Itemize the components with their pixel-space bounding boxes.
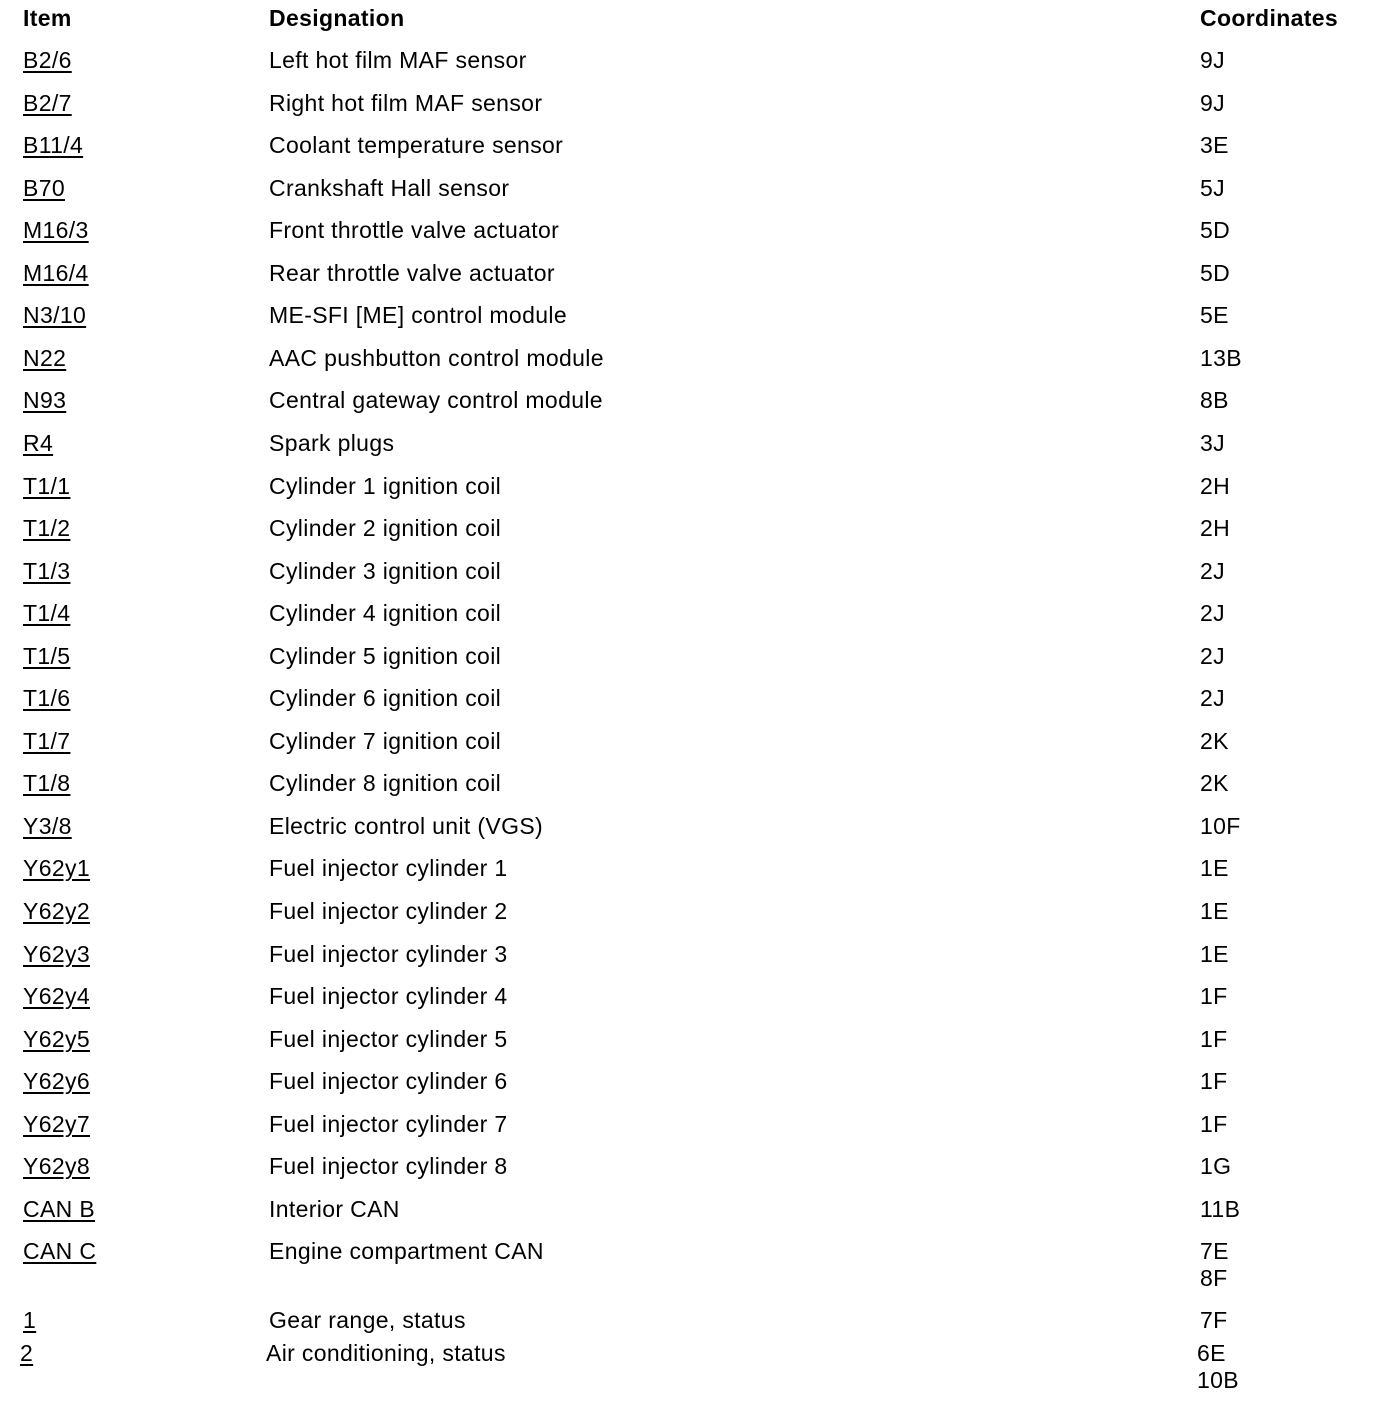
item-link[interactable]: Y62y6 xyxy=(23,1068,90,1094)
item-link[interactable]: Y62y7 xyxy=(23,1111,90,1137)
coordinate-text: 3E xyxy=(1200,132,1229,158)
coordinate-text: 5D xyxy=(1200,217,1231,243)
designation-text: Fuel injector cylinder 7 xyxy=(269,1111,508,1137)
designation-text: Spark plugs xyxy=(269,430,395,456)
designation-text: Fuel injector cylinder 5 xyxy=(269,1026,508,1052)
designation-text: Left hot film MAF sensor xyxy=(269,47,527,73)
item-link[interactable]: T1/3 xyxy=(23,558,71,584)
item-link[interactable]: Y62y8 xyxy=(23,1153,90,1179)
item-link[interactable]: CAN B xyxy=(23,1196,96,1222)
coordinate-text: 5D xyxy=(1200,260,1231,286)
designation-text: Cylinder 7 ignition coil xyxy=(269,728,502,754)
item-link[interactable]: Y62y3 xyxy=(23,941,90,967)
designation-text: Front throttle valve actuator xyxy=(269,217,560,243)
coordinate-text: 5E xyxy=(1200,302,1229,328)
item-link[interactable]: Y62y5 xyxy=(23,1026,90,1052)
coordinate-text: 2J xyxy=(1200,600,1225,626)
coordinate-text: 7F xyxy=(1200,1307,1228,1333)
designation-text: Interior CAN xyxy=(269,1196,400,1222)
coordinate-text-secondary: 8F xyxy=(1200,1265,1228,1291)
coordinate-text: 11B xyxy=(1200,1196,1241,1222)
coordinate-text: 1E xyxy=(1200,855,1229,881)
item-link[interactable]: B11/4 xyxy=(23,132,84,158)
designation-text: Rear throttle valve actuator xyxy=(269,260,555,286)
designation-text: Fuel injector cylinder 8 xyxy=(269,1153,508,1179)
item-link[interactable]: T1/2 xyxy=(23,515,71,541)
coordinate-text: 2H xyxy=(1200,515,1231,541)
designation-text: Fuel injector cylinder 3 xyxy=(269,941,508,967)
coordinate-text: 2K xyxy=(1200,770,1229,796)
designation-text: Fuel injector cylinder 2 xyxy=(269,898,508,924)
item-link[interactable]: Y3/8 xyxy=(23,813,72,839)
item-link[interactable]: N22 xyxy=(23,345,67,371)
designation-text: Cylinder 3 ignition coil xyxy=(269,558,502,584)
designation-text: Engine compartment CAN xyxy=(269,1238,544,1264)
designation-text: AAC pushbutton control module xyxy=(269,345,604,371)
coordinate-text: 1G xyxy=(1200,1153,1232,1179)
header-coordinates: Coordinates xyxy=(1200,5,1339,31)
item-link[interactable]: N93 xyxy=(23,387,67,413)
coordinate-text: 2K xyxy=(1200,728,1229,754)
coordinate-text: 10F xyxy=(1200,813,1241,839)
coordinate-text: 5J xyxy=(1200,175,1225,201)
item-link[interactable]: R4 xyxy=(23,430,54,456)
coordinate-text: 9J xyxy=(1200,47,1225,73)
item-link[interactable]: T1/1 xyxy=(23,473,71,499)
designation-text: Coolant temperature sensor xyxy=(269,132,564,158)
header-designation: Designation xyxy=(269,5,405,31)
coordinate-text: 6E xyxy=(1197,1340,1226,1366)
coordinate-text: 1F xyxy=(1200,1068,1228,1094)
item-link[interactable]: 1 xyxy=(23,1307,37,1333)
designation-text: Crankshaft Hall sensor xyxy=(269,175,510,201)
item-link[interactable]: Y62y4 xyxy=(23,983,90,1009)
designation-text: Cylinder 8 ignition coil xyxy=(269,770,502,796)
designation-text: Cylinder 4 ignition coil xyxy=(269,600,502,626)
designation-text: Fuel injector cylinder 1 xyxy=(269,855,508,881)
designation-text: Cylinder 2 ignition coil xyxy=(269,515,502,541)
designation-text: Central gateway control module xyxy=(269,387,603,413)
item-link[interactable]: T1/5 xyxy=(23,643,71,669)
item-link[interactable]: CAN C xyxy=(23,1238,97,1264)
coordinate-text: 2J xyxy=(1200,558,1225,584)
item-link[interactable]: B2/7 xyxy=(23,90,72,116)
designation-text: Gear range, status xyxy=(269,1307,466,1333)
designation-text: Cylinder 5 ignition coil xyxy=(269,643,502,669)
designation-text: Right hot film MAF sensor xyxy=(269,90,543,116)
item-link[interactable]: T1/7 xyxy=(23,728,71,754)
item-link[interactable]: N3/10 xyxy=(23,302,87,328)
designation-text: Cylinder 1 ignition coil xyxy=(269,473,502,499)
designation-text: ME-SFI [ME] control module xyxy=(269,302,567,328)
item-link[interactable]: T1/8 xyxy=(23,770,71,796)
item-link[interactable]: Y62y1 xyxy=(23,855,90,881)
item-link[interactable]: T1/6 xyxy=(23,685,71,711)
coordinate-text: 1F xyxy=(1200,983,1228,1009)
coordinate-text: 9J xyxy=(1200,90,1225,116)
header-item: Item xyxy=(23,5,72,31)
coordinate-text: 3J xyxy=(1200,430,1225,456)
item-link[interactable]: Y62y2 xyxy=(23,898,90,924)
coordinate-text: 1F xyxy=(1200,1026,1228,1052)
coordinate-text: 2J xyxy=(1200,643,1225,669)
item-link[interactable]: T1/4 xyxy=(23,600,71,626)
coordinate-text-secondary: 10B xyxy=(1197,1367,1239,1393)
designation-text: Fuel injector cylinder 4 xyxy=(269,983,508,1009)
designation-text: Air conditioning, status xyxy=(266,1340,506,1366)
designation-text: Fuel injector cylinder 6 xyxy=(269,1068,508,1094)
coordinate-text: 13B xyxy=(1200,345,1242,371)
item-link[interactable]: 2 xyxy=(20,1340,34,1366)
coordinate-text: 7E xyxy=(1200,1238,1229,1264)
item-link[interactable]: B70 xyxy=(23,175,65,201)
coordinate-text: 2H xyxy=(1200,473,1231,499)
coordinate-text: 2J xyxy=(1200,685,1225,711)
coordinate-text: 8B xyxy=(1200,387,1229,413)
coordinate-text: 1E xyxy=(1200,941,1229,967)
designation-text: Cylinder 6 ignition coil xyxy=(269,685,502,711)
designation-text: Electric control unit (VGS) xyxy=(269,813,544,839)
coordinate-text: 1E xyxy=(1200,898,1229,924)
item-link[interactable]: M16/4 xyxy=(23,260,89,286)
coordinate-text: 1F xyxy=(1200,1111,1228,1137)
item-link[interactable]: M16/3 xyxy=(23,217,89,243)
item-link[interactable]: B2/6 xyxy=(23,47,72,73)
